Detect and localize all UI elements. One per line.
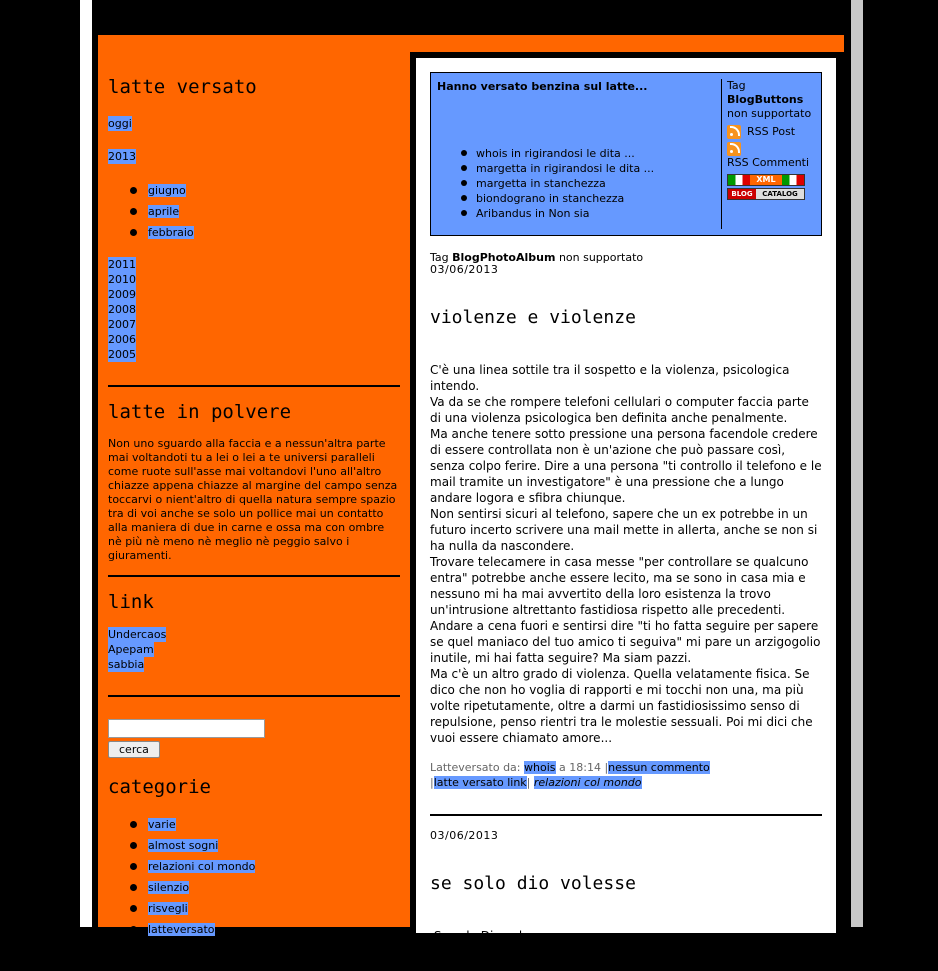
italian-flag-icon xyxy=(782,175,804,185)
section-title: link xyxy=(108,591,154,613)
archive-month-link[interactable]: febbraio xyxy=(148,226,194,239)
section-text: Non uno sguardo alla faccia e a nessun'altra parte mai voltandoti tu a lei o lei a te universi paralleli come ruote sull'asse mai voltandovi l'uno all'altro chiazze appena chiazze al margine del campo senza toccarvi o nient'altro di quella natura sempre spazio tra di voi anche se solo un pollice mai un contatto alla maniera di due in carne e ossa ma con ombre nè più nè meno nè meglio nè peggio salvo i giuramenti. xyxy=(108,437,398,562)
archive-year-link[interactable]: 2006 xyxy=(108,333,136,346)
archive-year-link[interactable]: 2008 xyxy=(108,303,136,316)
archive-year-link[interactable]: 2010 xyxy=(108,273,136,286)
section-title: latte versato xyxy=(108,76,257,98)
post-divider xyxy=(430,814,822,816)
sidebar xyxy=(98,52,410,936)
blog-catalog-badge[interactable] xyxy=(727,188,805,200)
rss-comments-icon-link[interactable] xyxy=(727,142,819,156)
feeds-panel xyxy=(727,79,819,200)
post-date: 03/06/2013 xyxy=(430,829,499,842)
post-paragraph: Non sentirsi sicuri al telefono, sapere che un ex potrebbe in un futuro incerto scrivere una mail mette in allerta, anche se non si ha nulla da nascondere. xyxy=(430,507,818,553)
archive-year-link[interactable]: 2005 xyxy=(108,348,136,361)
blogroll-link[interactable]: sabbia xyxy=(108,658,145,671)
post xyxy=(430,830,822,971)
list-item xyxy=(130,814,400,835)
post-title[interactable]: se solo dio volesse xyxy=(430,873,636,894)
post-title[interactable]: violenze e violenze xyxy=(430,307,636,328)
section-latte-in-polvere xyxy=(108,401,400,577)
recent-comment-link[interactable]: whois in rigirandosi le dita ... xyxy=(476,147,635,160)
section-title: latte in polvere xyxy=(108,401,292,423)
recent-comments-title: Hanno versato benzina sul latte... xyxy=(437,80,648,93)
list-item xyxy=(461,146,654,161)
section-title: categorie xyxy=(108,776,211,798)
post-footer-separator: | xyxy=(430,776,434,789)
tag-prefix: Tag xyxy=(430,251,449,264)
post-paragraph: C'è una linea sottile tra il sospetto e la violenza, psicologica intendo. xyxy=(430,363,790,393)
post-time: a 18:14 | xyxy=(559,761,609,774)
search-button[interactable]: cerca xyxy=(108,741,160,758)
archive-year-link[interactable]: 2011 xyxy=(108,258,136,271)
post-category-link[interactable]: relazioni col mondo xyxy=(533,776,642,789)
recent-comment-link[interactable]: biondograno in stanchezza xyxy=(476,192,625,205)
left-white-strip xyxy=(80,0,92,927)
search-form xyxy=(108,719,400,758)
post-body xyxy=(430,362,822,746)
post-footer xyxy=(430,760,822,790)
list-item xyxy=(461,176,654,191)
archive-today-link[interactable]: oggi xyxy=(108,117,132,130)
list-item xyxy=(130,877,400,898)
archive-month-link[interactable]: giugno xyxy=(148,184,186,197)
post-paragraph: Ma c'è un altro grado di violenza. Quella velatamente fisica. Se dico che non ho voglia di rapporti e mi tocchi non una, ma più volte ripetutamente, oltre a darmi un fastidiosissimo senso di repulsione, penso rientri tra le molestie sessuali. Poi mi dici che vuoi essere chiamato amore... xyxy=(430,667,813,745)
post-date: 03/06/2013 xyxy=(430,263,499,276)
section-latte-versato xyxy=(108,76,400,387)
right-scroll-strip xyxy=(851,0,863,927)
rss-icon xyxy=(727,142,741,156)
divider xyxy=(108,695,400,697)
tag-suffix: non supportato xyxy=(727,107,812,120)
archive-year-2013-link[interactable]: 2013 xyxy=(108,150,136,163)
list-item xyxy=(130,835,400,856)
tag-name: BlogButtons xyxy=(727,93,804,106)
list-item xyxy=(130,222,400,243)
main-content xyxy=(416,58,836,970)
blogroll-link[interactable]: Apepam xyxy=(108,643,154,656)
category-link[interactable]: varie xyxy=(148,818,176,831)
list-item xyxy=(461,191,654,206)
italian-flag-icon xyxy=(728,175,750,185)
recent-comment-link[interactable]: margetta in stanchezza xyxy=(476,177,606,190)
archive-month-link[interactable]: aprile xyxy=(148,205,180,218)
recent-comment-link[interactable]: margetta in rigirandosi le dita ... xyxy=(476,162,655,175)
list-item xyxy=(130,919,400,940)
post-comments-link[interactable]: nessun commento xyxy=(608,761,710,774)
catalog-badge-label: CATALOG xyxy=(756,189,804,199)
category-list xyxy=(130,814,400,940)
archive-month-list xyxy=(130,180,400,243)
post-paragraph: Trovare telecamere in casa messe "per controllare se qualcuno entra" potrebbe anche essere lecito, ma se sono in casa mia e nessuno mi ha mai avvertito della loro esistenza la trovo un'intrusione altrettanto fastidiosa rispetto alle precedenti. Andare a cena fuori e sentirsi dire "ti ho fatta seguire per sapere se quel maniaco del tuo amico ti seguiva" mi pare un arzigogolio inutile, mi hai fatta seguire? Ma siam pazzi. xyxy=(430,555,821,665)
search-input[interactable] xyxy=(108,719,265,738)
post-footer-prefix: Latteversato da: xyxy=(430,761,521,774)
post xyxy=(430,264,822,790)
category-link[interactable]: almost sogni xyxy=(148,839,219,852)
recent-comments-box xyxy=(430,72,822,236)
post-paragraph: Ma anche tenere sotto pressione una persona facendole credere di essere controllata non è un'azione che può passare così, senza colpo ferire. Dire a una persona "ti controllo il telefono e le mail tramite un investigatore" è una pressione che a lungo andare logora e sfibra chiunque. xyxy=(430,427,822,505)
post-permalink[interactable]: latte versato link xyxy=(433,776,527,789)
list-item xyxy=(130,856,400,877)
divider xyxy=(108,575,400,577)
post-body xyxy=(430,928,822,971)
link-list xyxy=(108,627,400,672)
post-paragraph: ma anche un dio un bene xyxy=(430,956,584,970)
blog-badge-label: BLOG xyxy=(728,189,756,199)
archive-year-link[interactable]: 2007 xyxy=(108,318,136,331)
top-orange-bar xyxy=(98,35,844,52)
list-item xyxy=(461,206,654,221)
category-link[interactable]: silenzio xyxy=(148,881,190,894)
post-footer-separator: | xyxy=(526,776,531,789)
post-paragraph: Se solo Dio volesse, xyxy=(430,929,554,943)
post-author-link[interactable]: whois xyxy=(524,761,556,774)
category-link[interactable]: latteversato xyxy=(148,923,215,936)
blogroll-link[interactable]: Undercaos xyxy=(108,628,167,641)
category-link[interactable]: relazioni col mondo xyxy=(148,860,256,873)
tag-name: BlogPhotoAlbum xyxy=(452,251,556,264)
xml-badge-label: XML xyxy=(750,175,782,185)
list-item xyxy=(461,161,654,176)
archive-year-link[interactable]: 2009 xyxy=(108,288,136,301)
archive-year-list xyxy=(108,257,400,362)
rss-post-link[interactable] xyxy=(727,125,819,139)
list-item xyxy=(130,898,400,919)
main-column xyxy=(410,52,840,970)
tag-prefix: Tag xyxy=(727,79,746,92)
list-item xyxy=(130,180,400,201)
recent-comment-link[interactable]: Aribandus in Non sia xyxy=(476,207,590,220)
list-item xyxy=(130,201,400,222)
recent-comments-list xyxy=(461,146,654,221)
rss-post-label: RSS Post xyxy=(747,125,796,138)
xml-feed-badge[interactable] xyxy=(727,174,805,186)
rss-comments-link[interactable]: RSS Commenti xyxy=(727,156,810,169)
section-categorie xyxy=(108,776,400,940)
section-link xyxy=(108,591,400,697)
post-paragraph: Va da se che rompere telefoni cellulari o computer faccia parte di una violenza psicologica ben definita anche penalmente. xyxy=(430,395,809,425)
category-link[interactable]: risvegli xyxy=(148,902,188,915)
rss-icon xyxy=(727,125,741,139)
tag-suffix: non supportato xyxy=(558,251,644,264)
divider xyxy=(721,79,722,229)
divider xyxy=(108,385,400,387)
